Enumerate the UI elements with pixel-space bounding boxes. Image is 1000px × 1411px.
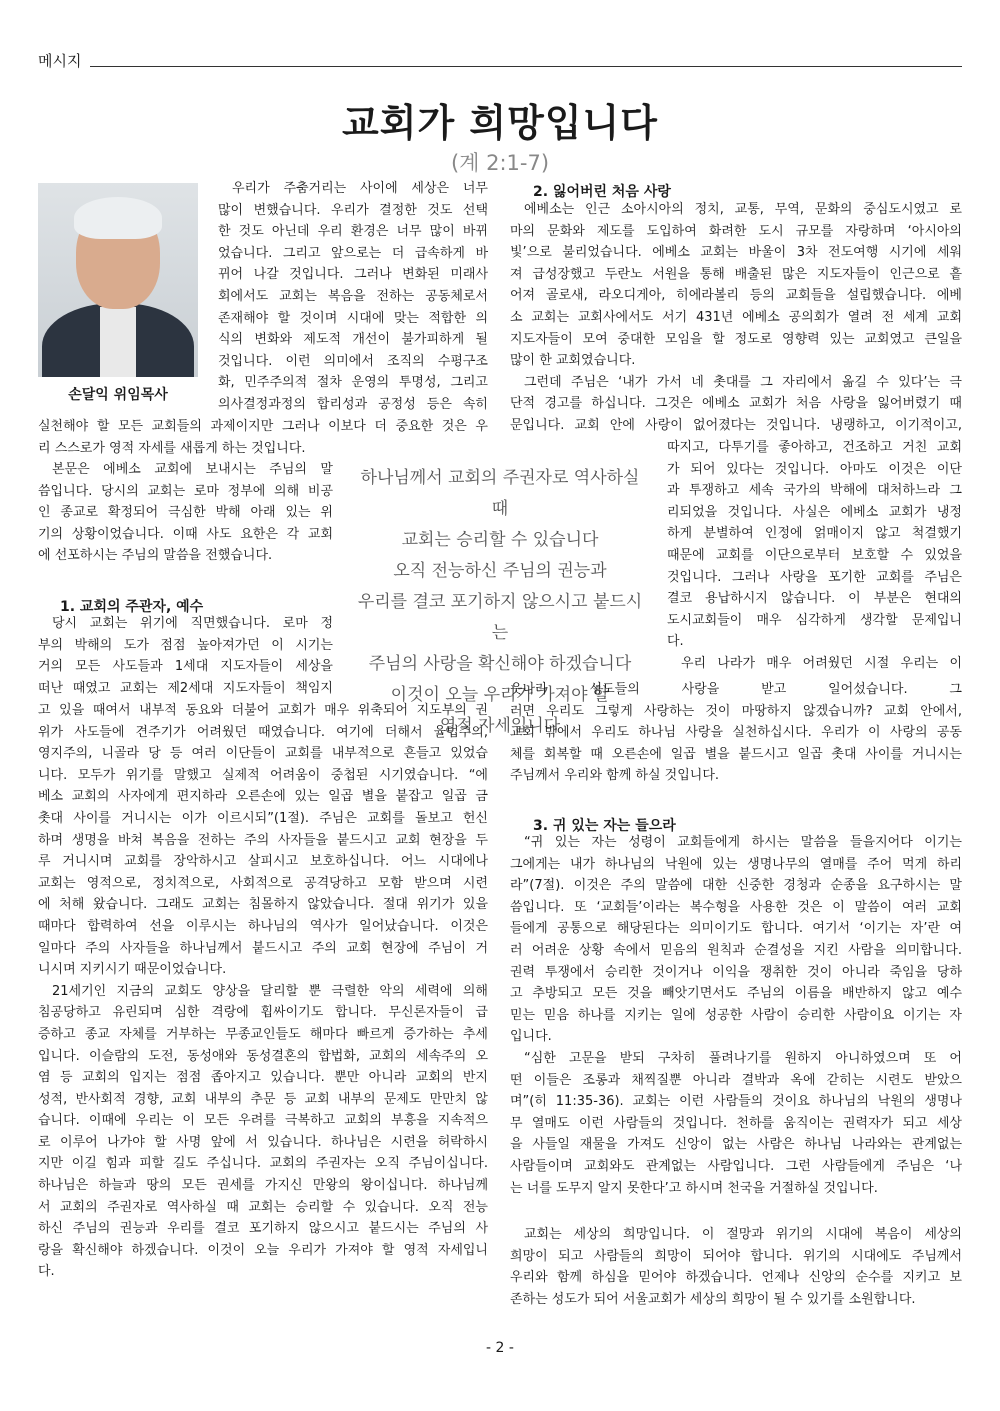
text-line: 지만 이길 힘과 피할 길도 주십니다. 교회의 주권자는 오직 주님이십니다.: [38, 1156, 488, 1172]
article-title: 교회가 희망입니다: [342, 100, 658, 145]
text-line: 주님께서 우리와 함께 하실 것입니다.: [510, 768, 720, 784]
text-line: 씀입니다. 또 ‘교회들’이라는 복수형을 사용한 것은 이 말씀이 여러 교회: [510, 899, 962, 915]
text-line: 뀌어 나갈 것입니다. 그러나 변화된 미래사: [218, 267, 488, 283]
text-line: 습니다. 이때에 우리는 이 모든 우려를 극복하고 교회의 부흥을 지속적으: [38, 1113, 488, 1129]
text-line: 본문은 에베소 교회에 보내시는 주님의 말: [52, 462, 333, 477]
text-line: 며”(히 11:35-36). 교회는 이런 사람들의 것이요 하나님의 낙원의 생명나: [510, 1094, 962, 1110]
text-line: 입니다. 이슬람의 도전, 동성애와 동성결혼의 합법화, 교회의 세속주의 오: [38, 1048, 488, 1064]
text-line: 져 급성장했고 두란노 서원을 통해 배출된 많은 지도자들이 인근으로 흩: [510, 266, 962, 282]
text-line: 거의 모든 사도들과 1세대 지도자들이 세상을: [38, 659, 333, 675]
text-line: 것입니다. 이런 의미에서 조직의 수평구조: [218, 353, 488, 369]
section-3-heading: 3. 귀 있는 자는 들으라: [533, 818, 676, 834]
text-line: 교회 밖에서 우리도 하나님 사랑을 실천하십시다. 우리가 이 사랑의 공동: [510, 725, 962, 741]
text-line: 교회는 세상의 희망입니다. 이 절망과 위기의 시대에 복음이 세상의: [524, 1227, 962, 1242]
text-line: 루 거니시며 교회를 장악하시고 살피시고 보호하십니다. 어느 시대에나: [38, 854, 488, 870]
text-line: 위가 사도들에 견주기가 어려웠던 때였습니다. 여기에 더해서 율법주의,: [38, 724, 488, 740]
section-label: 메시지: [38, 52, 82, 70]
text-line: 니시며 지키시기 때문이었습니다.: [38, 962, 227, 978]
text-line: 떠난 때였고 교회는 제2세대 지도자들이 책임지: [38, 680, 333, 696]
text-line: “심한 고문을 받되 구차히 풀려나기를 원하지 아니하였으며 또 어: [524, 1050, 962, 1066]
text-line: 염 등 교회의 입지는 점점 좁아지고 있습니다. 뿐만 아니라 교회의 반지: [38, 1070, 488, 1086]
text-line: 결코 용납하시지 않습니다. 이 부분은 현대의: [667, 591, 962, 607]
text-line: 웃나라 성도들의 사랑을 받고 일어섰습니다. 그: [510, 682, 962, 697]
closing-paragraph: [510, 1224, 962, 1310]
text-line: 에 처해 왔습니다. 그래도 교회는 침몰하지 않았습니다. 절대 위기가 있을: [38, 897, 488, 913]
section-2-heading: 2. 잃어버린 처음 사랑: [533, 184, 671, 200]
section-3-text: [510, 832, 962, 1199]
text-line: 과 투쟁하고 세속 국가의 박해에 대처하느라 그: [667, 483, 962, 499]
text-line: 리 스스로가 영적 자세를 새롭게 하는 것입니다.: [38, 440, 306, 456]
section-2-text: [510, 199, 962, 437]
text-line: 에 선포하시는 주님의 말씀을 전했습니다.: [38, 548, 273, 564]
text-line: 하게 분별하여 인정에 얽매이지 않고 척결했기: [667, 526, 962, 542]
text-line: 지도자들이 모여 중대한 모임을 할 정도로 영향력 있는 교회였고 큰일을: [510, 331, 962, 347]
text-line: 라”(7절). 이것은 주의 말씀에 대한 신중한 경청과 순종을 요구하시는 말: [510, 878, 962, 894]
text-line: 우리 나라가 매우 어려웠던 시절 우리는 이: [681, 655, 962, 671]
text-line: 고 추방되고 모든 것을 빼앗기면서도 주님의 이름을 배반하지 않고 예수: [510, 986, 962, 1002]
section-1-text: [38, 613, 333, 699]
text-line: 믿는 믿음 하나를 지키는 일에 성공한 사람이 승리한 사람이요 이기는 자: [510, 1007, 962, 1023]
text-line: 들에게 공통으로 해당된다는 의미이기도 합니다. 여기서 ‘이기는 자’란 여: [510, 921, 962, 937]
text-line: 베소 교회의 사자에게 편지하라 오른손에 있는 일곱 별을 붙잡고 일곱 금: [38, 789, 488, 805]
text-line: 권력 투쟁에서 승리한 것이거나 이익을 쟁취한 것이 아니라 죽임을 당하: [510, 964, 962, 980]
text-line: 하신 주님의 권능과 우리를 결코 포기하지 않으시고 붙드시는 주님의 사: [38, 1221, 488, 1237]
text-line: 체를 회복할 때 오른손에 일곱 별을 붙드시고 일곱 촛대 사이를 거니시는: [510, 746, 962, 762]
section-2-text-continued: [510, 679, 962, 787]
pull-quote-line: 영적 자세입니다: [439, 716, 561, 736]
text-line: 21세기인 지금의 교회도 양상을 달리할 뿐 극렬한 악의 세력에 의해: [52, 983, 488, 999]
pull-quote-line: 오직 전능하신 주님의 권능과: [393, 561, 607, 581]
intro-paragraph: [218, 178, 488, 416]
page-header: [38, 50, 962, 70]
text-line: 랑을 확신해야 하겠습니다. 이것이 오늘 우리가 가져야 할 영적 자세입니: [38, 1242, 488, 1258]
scripture-reference: (계 2:1-7): [450, 151, 550, 175]
text-line: 부의 박해의 도가 점점 높아져가던 이 시기는: [38, 637, 333, 653]
text-line: 니다. 모두가 위기를 말했고 실제적 어려움이 중첩된 시기였습니다. “에: [38, 767, 488, 783]
header-rule: [90, 66, 962, 67]
text-line: 인 종교로 확정되어 극심한 박해 아래 있는 위: [38, 505, 333, 521]
text-line: 을 사들일 재물을 가져도 신앙이 없는 사람은 하나님 나라와는 관계없는: [510, 1137, 962, 1153]
text-line: 빛’으로 불리었습니다. 에베소 교회는 바울이 3차 전도여행 시기에 세워: [510, 245, 962, 261]
text-line: 문입니다. 교회 안에 사랑이 없어졌다는 것입니다. 냉랭하고, 이기적이고,: [510, 417, 962, 433]
text-line: 기의 상황이었습니다. 이때 사도 요한은 각 교회: [38, 526, 333, 542]
text-line: 다.: [667, 634, 684, 650]
text-line: 서 교회의 주권자로 역사하실 때 교회는 승리할 수 있습니다. 오직 전능: [38, 1199, 488, 1215]
text-line: 사람들이며 교회와도 관계없는 사람입니다. 그런 사람들에게 주님은 ‘나: [510, 1158, 962, 1174]
text-line: 우리가 주춤거리는 사이에 세상은 너무: [232, 181, 488, 196]
text-line: 로 이루어 나가야 할 사명 앞에 서 있습니다. 하나님은 시련을 허락하시: [38, 1134, 488, 1150]
text-line: 마의 문화와 제도를 도입하여 화려한 도시 규모를 자랑하며 ‘아시아의: [510, 223, 962, 239]
text-line: 실천해야 할 모든 교회들의 과제이지만 그러나 이보다 더 중요한 것은 우: [38, 419, 488, 434]
text-line: 때마다 합력하여 선을 이루시는 하나님의 역사가 일어났습니다. 이것은: [38, 918, 488, 934]
text-line: 당시 교회는 위기에 직면했습니다. 로마 정: [52, 616, 333, 631]
text-line: 도시교회들이 매우 심각하게 생각할 문제입니: [667, 612, 962, 628]
intro-paragraph-continued: [38, 416, 488, 459]
text-line: 의사결정과정의 합리성과 공정성 등은 속히: [218, 396, 488, 412]
text-line: 많이 변했습니다. 우리가 결정한 것도 선택: [218, 202, 488, 218]
text-line: 고 있을 때여서 내부적 동요와 더불어 교회가 매우 위축되어 지도부의 권: [38, 703, 488, 718]
text-line: 희망이 되고 사람들의 희망이 되어야 합니다. 위기의 시대에도 주님께서: [510, 1248, 962, 1264]
text-line: 떤 이들은 조롱과 채찍질뿐 아니라 결박과 옥에 갇히는 시련도 받았으: [510, 1072, 962, 1088]
pull-quote-line: 주님의 사랑을 확신해야 하겠습니다: [368, 654, 632, 674]
text-line: 촛대 사이를 거니시는 이가 이르시되”(1절). 주님은 교회를 돌보고 헌신: [38, 810, 488, 826]
text-line: 입니다.: [510, 1029, 552, 1045]
text-line: 그에게는 내가 하나님의 낙원에 있는 생명나무의 열매를 주어 먹게 하리: [510, 856, 962, 872]
text-line: 성적, 반사회적 경향, 교회 내부의 추문 등 교회 내부의 문제도 만만치 않: [38, 1091, 488, 1107]
text-line: 씀입니다. 당시의 교회는 로마 정부에 의해 비공: [38, 483, 333, 499]
text-line: 우리와 함께 하심을 믿어야 하겠습니다. 언제나 신앙의 순수를 지키고 보: [510, 1270, 962, 1286]
text-line: 많이 한 교회였습니다.: [510, 353, 636, 369]
text-line: 따지고, 다투기를 좋아하고, 건조하고 거친 교회: [667, 440, 962, 455]
text-line: 것입니다. 그러나 사랑을 포기한 교회를 주님은: [667, 569, 962, 585]
pull-quote-line: 이것이 오늘 우리가 가져야 할: [390, 685, 610, 705]
text-line: 하나님은 하늘과 땅의 모든 권세를 가지신 만왕의 왕이십니다. 하나님께: [38, 1178, 488, 1194]
text-line: 때문에 교회를 이단으로부터 보호할 수 있었을: [667, 547, 962, 563]
text-line: 단적 경고를 하십니다. 그것은 에베소 교회가 처음 사랑을 잃어버렸기 때: [510, 396, 962, 412]
text-line: 러 어려운 상황 속에서 믿음의 원칙과 순결성을 지킨 사람을 의미합니다.: [510, 942, 962, 958]
text-line: 어져 골로새, 라오디게아, 히에라볼리 등의 교회들을 설립했습니다. 에베: [510, 288, 962, 304]
text-line: 소 교회는 교회사에서도 서기 431년 에베소 공의회가 열려 전 세계 교회: [510, 309, 962, 325]
text-line: 러면 우리도 그렇게 사랑하는 것이 마땅하지 않겠습니까? 교회 안에서,: [510, 703, 962, 719]
text-line: 존재해야 할 것이며 시대에 맞는 적합한 의: [218, 310, 488, 326]
text-line: 리되었을 것입니다. 사실은 에베소 교회가 냉정: [667, 504, 962, 520]
text-line: 화, 민주주의적 절차 운영의 투명성, 그리고: [218, 375, 488, 391]
text-line: 는 너를 도무지 알지 못한다’고 하시며 천국을 거절하실 것입니다.: [510, 1180, 878, 1196]
section-1-text-continued: [38, 700, 488, 1283]
text-line: 식의 변화와 제도적 개선이 불가피하게 될: [218, 332, 488, 348]
author-caption: 손달익 위임목사: [68, 387, 168, 403]
text-line: 가 되어 있다는 것입니다. 아마도 이것은 이단: [667, 461, 962, 477]
context-paragraph: [38, 459, 333, 567]
text-line: 교회는 영적으로, 정치적으로, 사회적으로 공격당하고 모함 받으며 시련: [38, 875, 488, 891]
text-line: “귀 있는 자는 성령이 교회들에게 하시는 말씀을 들을지어다 이기는: [524, 835, 962, 850]
text-line: 었습니다. 그리고 앞으로는 더 급속하게 바: [218, 245, 488, 261]
text-line: 하며 생명을 바쳐 복음을 전하는 주의 사자들을 붙드시고 교회 현장을 두: [38, 832, 488, 848]
section-1-heading: 1. 교회의 주관자, 예수: [60, 599, 204, 615]
text-line: 존하는 성도가 되어 서울교회가 세상의 희망이 될 수 있기를 소원합니다.: [510, 1291, 916, 1307]
text-line: 침공당하고 유린되며 심한 격랑에 휩싸이기도 합니다. 무신론자들이 급: [38, 1005, 488, 1021]
pull-quote-line: 하나님께서 교회의 주권자로 역사하실 때: [360, 468, 640, 519]
text-line: 무 열매도 이런 사람들의 것입니다. 천하를 움직이는 권력자가 되고 세상: [510, 1115, 962, 1131]
text-line: 에베소는 인근 소아시아의 정치, 교통, 무역, 문화의 중심도시였고 로: [524, 202, 962, 217]
text-line: 영지주의, 니골라 당 등 여러 이단들이 교회를 내부적으로 흔들고 있었습: [38, 746, 488, 762]
text-line: 다.: [38, 1264, 55, 1280]
text-line: 한 것도 아닌데 우리 환경은 너무 많이 바뀌: [218, 224, 488, 240]
pull-quote-line: 우리를 결코 포기하지 않으시고 붙드시는: [357, 592, 643, 643]
page-number: - 2 -: [486, 1340, 514, 1356]
author-photo: [38, 183, 198, 377]
text-line: 증하고 종교 자체를 거부하는 무종교인들도 해마다 빠르게 증가하는 추세: [38, 1026, 488, 1042]
section-2-text-narrow: [667, 437, 962, 675]
text-line: 일마다 주의 사자들을 하나님께서 붙드시고 주의 교회 현장에 주님이 거: [38, 940, 488, 956]
text-line: 그런데 주님은 ‘내가 가서 네 촛대를 그 자리에서 옮길 수 있다’는 극: [524, 374, 962, 390]
text-line: 회에서도 교회는 복음을 전하는 공동체로서: [218, 288, 488, 304]
pull-quote-line: 교회는 승리할 수 있습니다: [401, 530, 599, 550]
